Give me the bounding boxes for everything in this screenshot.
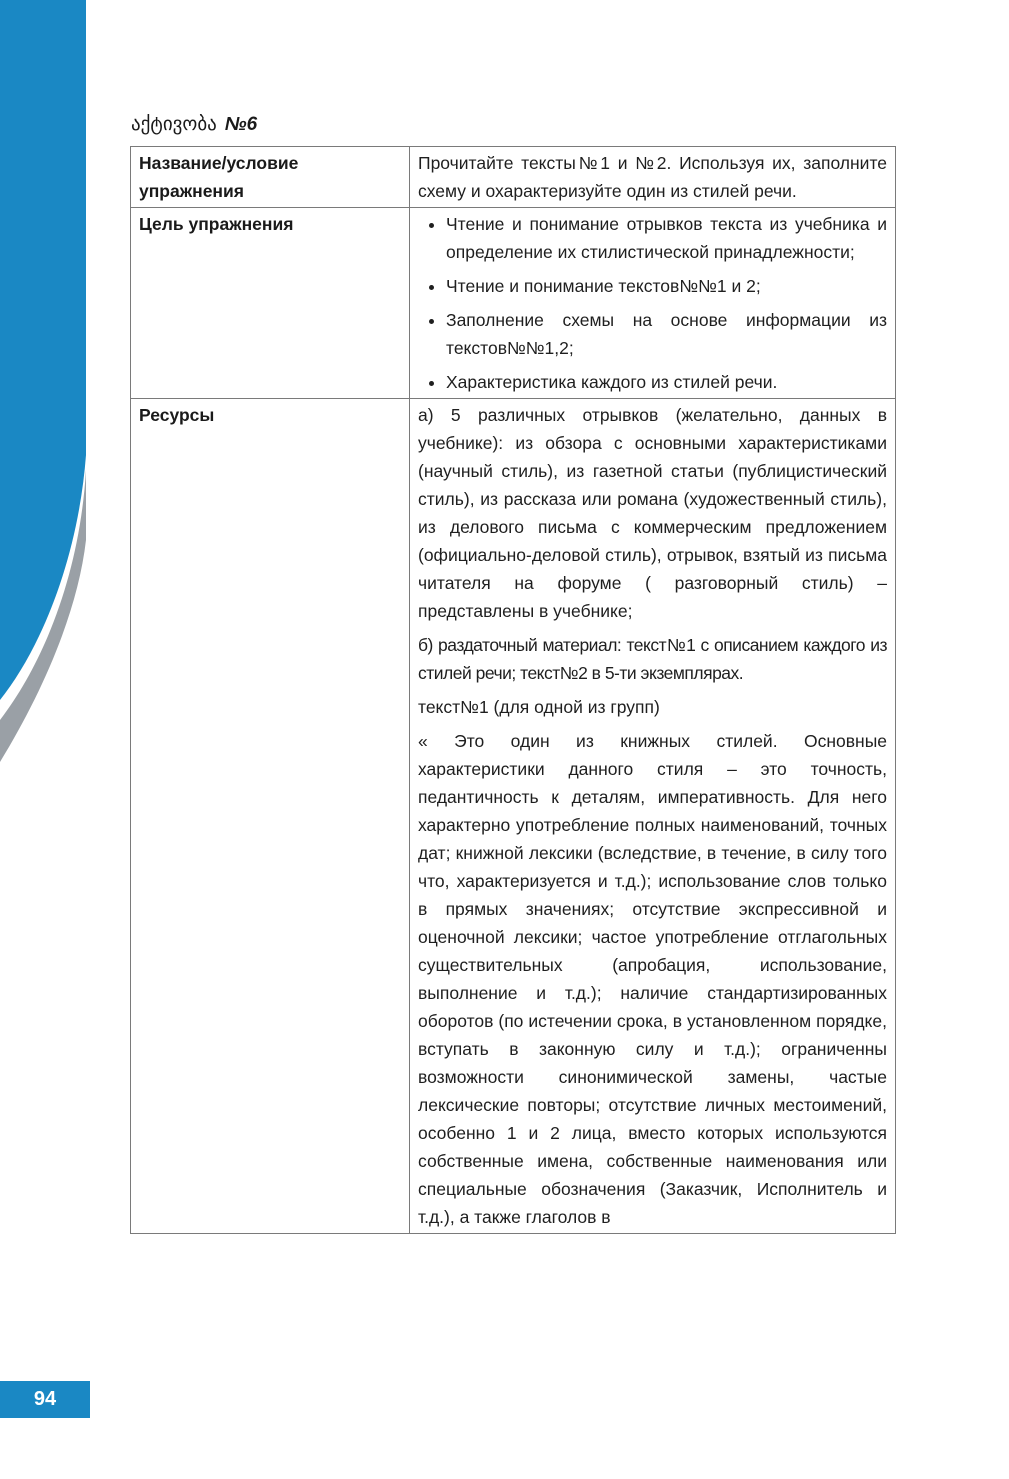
list-item: • Заполнение схемы на основе информации из текстов№№1,2;: [446, 306, 887, 362]
activity-heading: [131, 113, 257, 136]
row-label-goal: Цель упражнения: [131, 208, 410, 399]
goal-list: [418, 210, 887, 396]
table-row: [131, 147, 896, 208]
page-number: 94: [0, 1381, 90, 1418]
activity-number: №6: [224, 114, 258, 135]
exercise-table: [130, 146, 896, 1234]
list-item: • Чтение и понимание отрывков текста из учебника и определение их стилистической принадлежности;: [446, 210, 887, 266]
activity-label: აქტივობა: [131, 114, 217, 135]
table-row: [131, 399, 896, 1234]
list-item: • Характеристика каждого из стилей речи.: [446, 368, 887, 396]
resources-cell: [410, 399, 896, 1234]
text1-heading: текст№1 (для одной из групп): [418, 697, 660, 717]
task-text: Прочитайте тексты№1 и №2. Используя их, заполните схему и охарактеризуйте один из стилей речи.: [410, 147, 896, 208]
goal-list-cell: [410, 208, 896, 399]
row-label-task: Название/условие упражнения: [131, 147, 410, 208]
list-item: • Чтение и понимание текстов№№1 и 2;: [446, 272, 887, 300]
resources-paragraph-a: а) 5 различных отрывков (желательно, данных в учебнике): из обзора с основными характеристиками (научный стиль), из газетной статьи (публицистический стиль), из рассказа или романа (художественный стиль), из делового письма с коммерческим предложением (официально-деловой стиль), отрывок, взятый из письма читателя на форуме ( разговорный стиль) – представлены в учебнике;: [418, 405, 887, 621]
row-label-resources: Ресурсы: [131, 399, 410, 1234]
resources-paragraph-b: б) раздаточный материал: текст№1 с описанием каждого из стилей речи; текст№2 в 5-ти экземплярах.: [418, 635, 887, 683]
text1-body: « Это один из книжных стилей. Основные характеристики данного стиля – это точность, педантичность к деталям, императивность. Для него характерно употребление полных наименований, точных дат; книжной лексики (вследствие, в течение, в силу того что, характеризуется и т.д.); использование слов только в прямых значениях; отсутствие экспрессивной и оценочной лексики; частое употребление отглагольных существительных (апробация, использование, выполнение и т.д.); наличие стандартизированных оборотов (по истечении срока, в установленном порядке, вступать в законную силу и т.д.); ограниченны возможности синонимической замены, частые лексические повторы; отсутствие личных местоимений, особенно 1 и 2 лица, вместо которых используются собственные имена, собственные наименования или специальные обозначения (Заказчик, Исполнитель и т.д.), а также глаголов в: [418, 731, 887, 1227]
table-row: [131, 208, 896, 399]
decorative-side-stripe: [0, 0, 90, 780]
